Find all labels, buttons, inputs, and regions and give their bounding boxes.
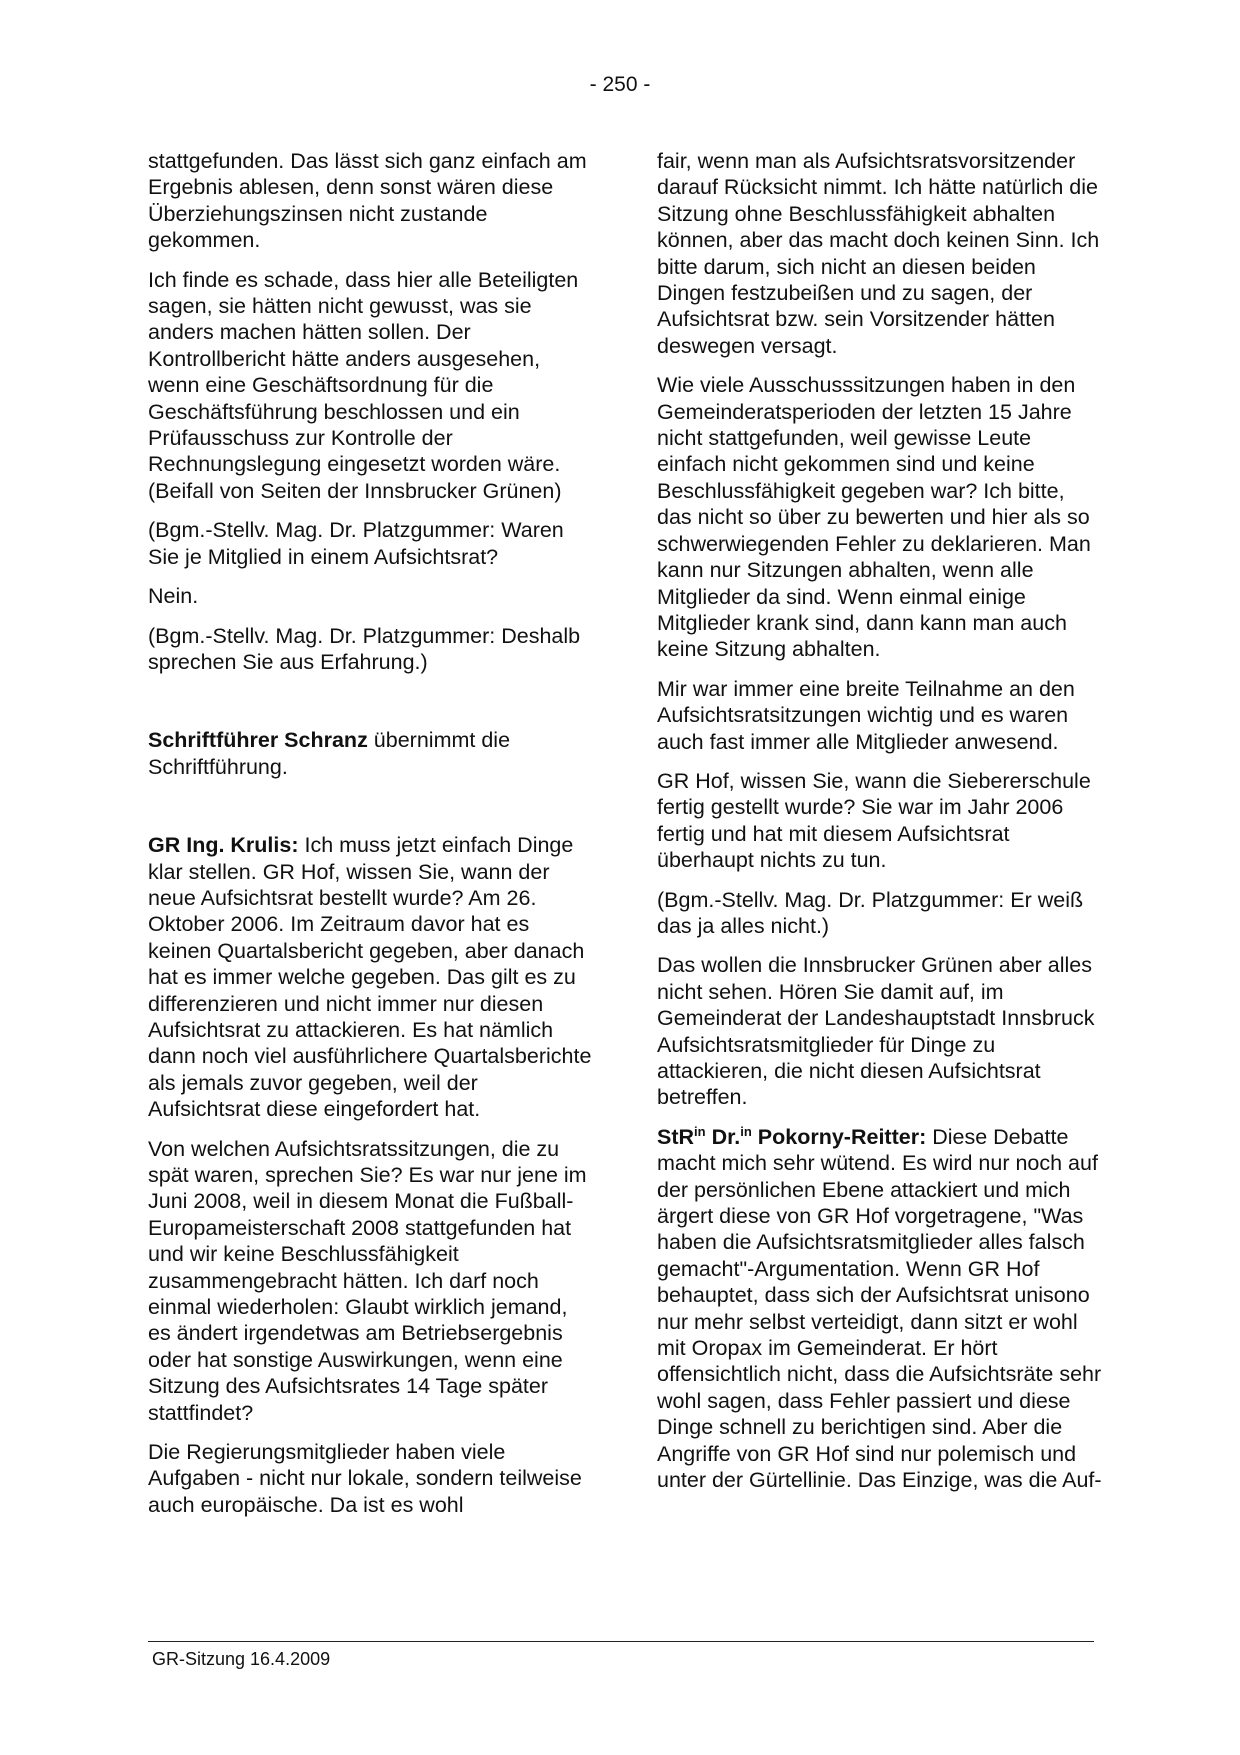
speaker-text: Ich muss jetzt einfach Dinge klar stellen. GR Hof, wissen Sie, wann der neue Aufsichtsrat bestellt wurde? Am 26. Oktober 2006. Im Zeitraum davor hat es keinen Quartalsbericht gegeben, aber danach hat es immer welche gegeben. Das gilt es zu differenzieren und nicht immer nur diesen Aufsichtsrat zu attackieren. Es hat nämlich dann noch viel ausführlichere Quartalsberichte als jemals zuvor gegeben, weil der Aufsichtsrat diese eingefordert hat. (148, 833, 592, 1122)
speaker-paragraph (148, 727, 593, 780)
speaker-text: übernimmt die Schriftführung. (148, 728, 511, 779)
interjection: (Bgm.-Stellv. Mag. Dr. Platzgummer: Waren Sie je Mitglied in einem Aufsichtsrat? (148, 518, 564, 569)
speaker-name: GR Ing. Krulis: (148, 833, 299, 858)
interjection: (Bgm.-Stellv. Mag. Dr. Platzgummer: Er weiß das ja alles nicht.) (657, 887, 1084, 938)
paragraph: GR Hof, wissen Sie, wann die Siebererschule fertig gestellt wurde? Sie war im Jahr 2006 fertig und hat mit diesem Aufsichtsrat überhaupt nichts zu tun. (657, 768, 1091, 873)
speaker-title: StR (657, 1124, 695, 1149)
superscript: in (740, 1123, 752, 1139)
speaker-name (657, 1125, 926, 1149)
paragraph: Die Regierungsmitglieder haben viele Aufgaben - nicht nur lokale, sondern teilweise auch europäische. Da ist es wohl (148, 1440, 582, 1517)
paragraph: Ich finde es schade, dass hier alle Beteiligten sagen, sie hätten nicht gewusst, was sie anders machen hätten sollen. Der Kontrollbericht hätte anders ausgesehen, wenn eine Geschäftsordnung für die Geschäftsführung beschlossen und ein Prüfausschuss zur Kontrolle der Rechnungslegung eingesetzt worden wäre. (Beifall von Seiten der Innsbrucker Grünen) (148, 267, 579, 503)
speaker-paragraph (148, 832, 593, 1122)
interjection: (Bgm.-Stellv. Mag. Dr. Platzgummer: Deshalb sprechen Sie aus Erfahrung.) (148, 623, 581, 674)
speaker-paragraph (657, 1124, 1102, 1494)
paragraph: Mir war immer eine breite Teilnahme an den Aufsichtsratsitzungen wichtig und es waren auch fast immer alle Mitglieder anwesend. (657, 676, 1075, 754)
paragraph: stattgefunden. Das lässt sich ganz einfach am Ergebnis ablesen, denn sonst wären diese Überziehungszinsen nicht zustande gekommen. (148, 149, 587, 253)
speaker-text: Diese Debatte macht mich sehr wütend. Es wird nur noch auf der persönlichen Ebene attackiert und mich ärgert diese von GR Hof vorgetragene, "Was haben die Aufsichtsratsmitglieder alles falsch gemacht"-Argumentation. Wenn GR Hof behauptet, dass sich der Aufsichtsrat unisono nur mehr selbst verteidigt, dann sitzt er wohl mit Oropax im Gemeinderat. Er hört offensichtlich nicht, dass die Aufsichtsräte sehr wohl sagen, dass Fehler passiert und diese Dinge schnell zu berichtigen sind. Aber die Angriffe von GR Hof sind nur polemisch und unter der Gürtellinie. Das Einzige, was die Auf- (657, 1124, 1102, 1493)
superscript: in (694, 1123, 706, 1139)
right-column (657, 148, 1102, 1507)
page-number: - 250 - (589, 73, 651, 96)
footer-text: GR-Sitzung 16.4.2009 (152, 1649, 331, 1669)
paragraph: Das wollen die Innsbrucker Grünen aber alles nicht sehen. Hören Sie damit auf, im Gemeinderat der Landeshauptstadt Innsbruck Aufsichtsratsmitglieder für Dinge zu attackieren, die nicht diesen Aufsichtsrat betreffen. (657, 953, 1095, 1110)
paragraph: Von welchen Aufsichtsratssitzungen, die zu spät waren, sprechen Sie? Es war nur jene im Juni 2008, weil in diesem Monat die Fußball-Europameisterschaft 2008 stattgefunden hat und wir keine Beschlussfähigkeit zusammengebracht hätten. Ich darf noch einmal wiederholen: Glaubt wirklich jemand, es ändert irgendetwas am Betriebsergebnis oder hat sonstige Auswirkungen, wenn eine Sitzung des Aufsichtsrates 14 Tage später stattfindet? (148, 1136, 587, 1425)
paragraph: Wie viele Ausschusssitzungen haben in den Gemeinderatsperioden der letzten 15 Jahre nicht stattgefunden, weil gewisse Leute einfach nicht gekommen sind und keine Beschlussfähigkeit gegeben war? Ich bitte, das nicht so über zu bewerten und hier als so schwerwiegenden Fehler zu deklarieren. Man kann nur Sitzungen abhalten, wenn alle Mitglieder da sind. Wenn einmal einige Mitglieder krank sind, dann kann man auch keine Sitzung abhalten. (657, 373, 1091, 662)
paragraph: Nein. (148, 584, 199, 609)
left-column (148, 148, 593, 1531)
speaker-title: Dr. (705, 1124, 741, 1149)
footer-divider (148, 1641, 1094, 1642)
speaker-name: Schriftführer Schranz (148, 728, 368, 753)
paragraph: fair, wenn man als Aufsichtsratsvorsitzender darauf Rücksicht nimmt. Ich hätte natürlich die Sitzung ohne Beschlussfähigkeit abhalten können, aber das macht doch keinen Sinn. Ich bitte darum, sich nicht an diesen beiden Dingen festzubeißen und zu sagen, der Aufsichtsrat bzw. sein Vorsitzender hätten deswegen versagt. (657, 149, 1100, 358)
speaker-surname: Pokorny-Reitter: (751, 1124, 927, 1149)
